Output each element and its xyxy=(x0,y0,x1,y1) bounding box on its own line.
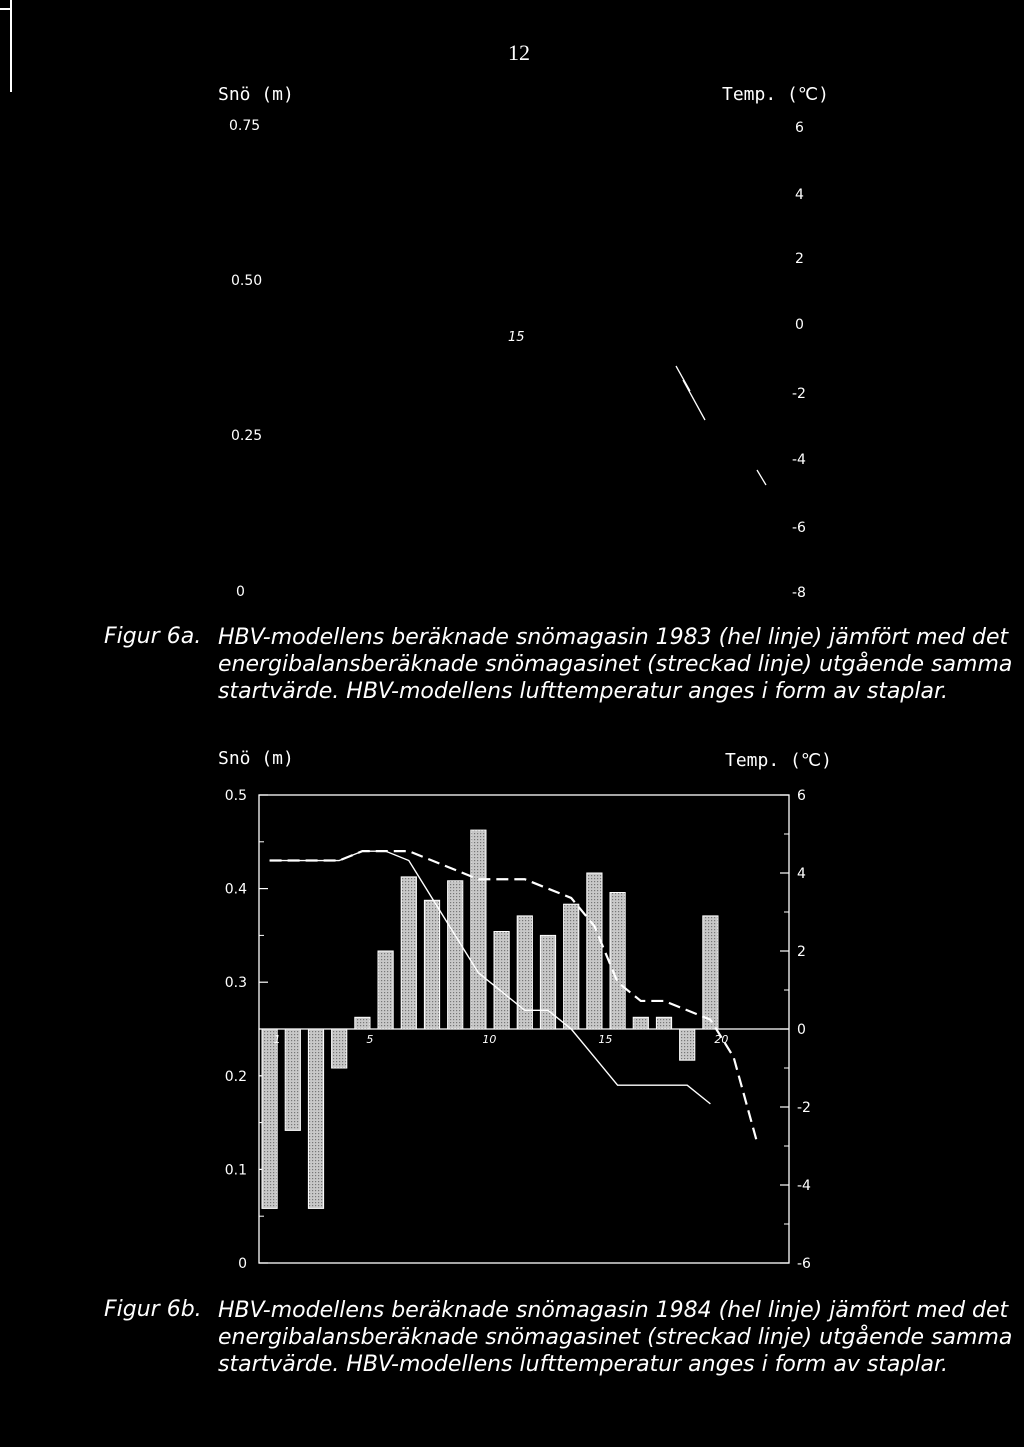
fig-a-temp-tick: 6 xyxy=(795,120,804,136)
left-tick-label: 0.3 xyxy=(224,975,247,992)
fig-a-day-mark: 15 xyxy=(508,330,525,345)
temp-bar xyxy=(355,1017,370,1029)
fig-a-temp-tick: -8 xyxy=(792,585,806,601)
fig-a-caption-line: HBV-modellens beräknade snömagasin 1983 (hel linje) jämfört med det xyxy=(218,625,1009,650)
temp-bar xyxy=(424,900,439,1029)
fig-b-chart xyxy=(0,770,1024,1290)
fig-b-caption-line: startvärde. HBV-modellens lufttemperatur anges i form av staplar. xyxy=(218,1352,948,1377)
fig-a-line-fragment xyxy=(757,470,766,485)
right-tick-label: -2 xyxy=(797,1100,811,1116)
right-tick-label: 0 xyxy=(797,1022,806,1038)
temp-bar xyxy=(564,904,579,1029)
temp-bar xyxy=(517,916,532,1029)
fig-a-caption-label: Figur 6a. xyxy=(104,624,202,649)
temp-bar xyxy=(378,951,393,1029)
fig-b-temp-axis-title: Temp. (℃) xyxy=(725,750,832,771)
fig-a-temp-tick: 0 xyxy=(795,317,804,333)
fig-a-line-fragment xyxy=(676,366,690,391)
right-tick-label: -6 xyxy=(797,1256,811,1272)
fig-a-temp-tick: -2 xyxy=(792,386,806,402)
temp-bar xyxy=(680,1029,695,1060)
fig-a-temp-axis-title: Temp. (℃) xyxy=(722,84,829,105)
fig-a-snow-tick: 0.75 xyxy=(229,118,261,134)
left-tick-label: 0.1 xyxy=(224,1162,247,1179)
temp-bar xyxy=(448,881,463,1029)
fig-b-caption-line: HBV-modellens beräknade snömagasin 1984 (hel linje) jämfört med det xyxy=(218,1298,1009,1323)
left-tick-label: 0.4 xyxy=(224,881,247,898)
fig-a-caption-line: startvärde. HBV-modellens lufttemperatur anges i form av staplar. xyxy=(218,679,948,704)
fig-b-caption-line: energibalansberäknade snömagasinet (streckad linje) utgående samma xyxy=(218,1325,1013,1350)
fig-a-temp-tick: -4 xyxy=(792,452,806,468)
fig-a-faded-line-fragments xyxy=(0,0,1024,620)
fig-b-snow-axis-title: Snö (m) xyxy=(218,748,294,769)
fig-a-snow-tick: 0.50 xyxy=(231,273,263,289)
page-number: 12 xyxy=(508,40,530,65)
fig-a-snow-axis-title: Snö (m) xyxy=(218,84,294,105)
temp-bar xyxy=(401,877,416,1029)
temp-bar xyxy=(332,1029,347,1068)
fig-a-temp-tick: -6 xyxy=(792,520,806,536)
temp-bar xyxy=(494,932,509,1030)
temp-bar xyxy=(656,1017,671,1029)
temp-bar xyxy=(262,1029,277,1208)
temp-bar xyxy=(471,830,486,1029)
energy-balance-snow-line xyxy=(270,851,757,1141)
day-label: 1 xyxy=(273,1033,281,1046)
temp-bar xyxy=(703,916,718,1029)
fig-a-temp-tick: 2 xyxy=(795,251,804,267)
right-tick-label: 2 xyxy=(797,944,806,960)
temp-bar xyxy=(308,1029,323,1208)
day-label: 15 xyxy=(598,1033,613,1046)
left-tick-label: 0.5 xyxy=(224,788,247,804)
fig-a-snow-tick: 0.25 xyxy=(231,428,263,444)
right-tick-label: -4 xyxy=(797,1178,811,1194)
fig-b-caption-label: Figur 6b. xyxy=(104,1297,202,1322)
fig-a-snow-tick: 0 xyxy=(236,584,245,600)
fig-a-line-fragment xyxy=(683,380,705,420)
day-label: 20 xyxy=(714,1033,729,1046)
temp-bar xyxy=(285,1029,300,1130)
left-tick-label: 0.2 xyxy=(224,1068,247,1085)
left-tick-label: 0 xyxy=(238,1256,247,1272)
right-tick-label: 4 xyxy=(797,866,806,882)
temp-bar xyxy=(587,873,602,1029)
fig-a-temp-tick: 4 xyxy=(795,187,804,203)
day-label: 5 xyxy=(366,1033,374,1046)
day-label: 10 xyxy=(482,1033,497,1046)
right-tick-label: 6 xyxy=(797,788,806,804)
fig-a-caption-line: energibalansberäknade snömagasinet (streckad linje) utgående samma xyxy=(218,652,1013,677)
temp-bar xyxy=(610,893,625,1030)
temp-bar xyxy=(633,1017,648,1029)
